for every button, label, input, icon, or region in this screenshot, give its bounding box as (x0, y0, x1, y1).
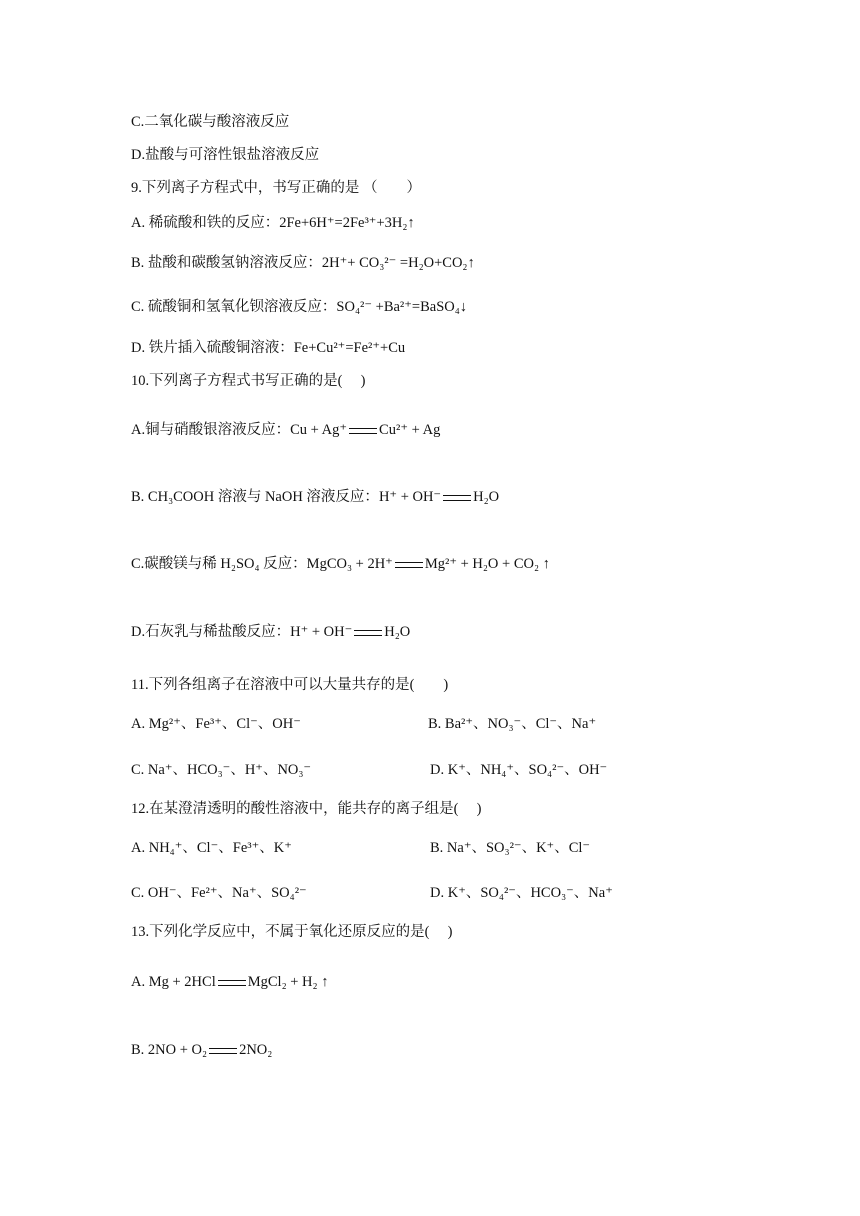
q13-option-a (131, 972, 328, 992)
q11-option-b-label: B. (428, 716, 445, 732)
q11-option-b (428, 714, 596, 734)
separator: 、 (256, 885, 272, 901)
q13-option-a-rhs: MgCl₂ + H₂ ↑ (247, 974, 329, 990)
separator: 、 (471, 840, 486, 856)
q9-option-c-equation: SO₄²⁻ +Ba²⁺=BaSO₄↓ (336, 299, 468, 315)
q10-stem: 10.下列离子方程式书写正确的是( ) (131, 373, 366, 389)
q10-option-c-label: C.碳酸镁与稀 H₂SO₄ 反应： (131, 556, 307, 572)
q13-option-a-label: A. (131, 974, 149, 990)
ion: NO₃⁻ (277, 762, 312, 778)
separator: 、 (221, 716, 237, 732)
q12-stem: 12.在某澄清透明的酸性溶液中，能共存的离子组是( ) (131, 801, 482, 817)
separator: 、 (557, 716, 572, 732)
ion: SO₄²⁻ (480, 885, 516, 901)
ion: Ba²⁺ (444, 716, 474, 732)
ion: OH⁻ (578, 762, 608, 778)
q11-option-a (131, 714, 301, 734)
ion: NH₄⁺ (480, 762, 515, 778)
ion: H⁺ (244, 762, 263, 778)
ion: HCO₃⁻ (530, 885, 574, 901)
q10-option-d (131, 622, 410, 642)
ion: Na⁺ (571, 716, 597, 732)
ion: Cl⁻ (535, 716, 558, 732)
ion: HCO₃⁻ (186, 762, 231, 778)
separator: 、 (218, 840, 233, 856)
ion: Mg²⁺ (148, 716, 181, 732)
q12-option-d-label: D. (430, 885, 448, 901)
ion: NO₃⁻ (487, 716, 522, 732)
equals-sign (349, 428, 377, 434)
q10-option-d-rhs: H₂O (384, 624, 411, 640)
ion: Fe³⁺ (195, 716, 222, 732)
ion: K⁺ (273, 840, 292, 856)
separator: 、 (230, 762, 245, 778)
q10-option-d-label: D.石灰乳与稀盐酸反应： (131, 624, 291, 640)
q9-option-c (131, 297, 467, 317)
q12-option-c (131, 883, 307, 903)
ion: Cl⁻ (196, 840, 219, 856)
q8-option-c: C.二氧化碳与酸溶液反应 (131, 114, 290, 130)
q11-stem: 11.下列各组离子在溶液中可以大量共存的是( ) (131, 677, 449, 693)
separator: 、 (515, 885, 531, 901)
ion: Na⁺ (588, 885, 613, 901)
q13-option-b-label: B. (131, 1042, 148, 1058)
ion: K⁺ (447, 885, 466, 901)
q8-option-d: D.盐酸与可溶性银盐溶液反应 (131, 147, 320, 163)
ion: SO₄²⁻ (271, 885, 307, 901)
ion: NH₄⁺ (148, 840, 183, 856)
q9-option-a-equation: 2Fe+6H⁺=2Fe³⁺+3H₂↑ (279, 215, 415, 231)
q11-option-c (131, 760, 311, 780)
q11-option-a-label: A. (131, 716, 149, 732)
separator: 、 (465, 885, 481, 901)
q12-option-c-label: C. (131, 885, 148, 901)
ion: OH⁻ (147, 885, 177, 901)
q11-option-d-label: D. (430, 762, 448, 778)
separator: 、 (554, 840, 569, 856)
separator: 、 (564, 762, 579, 778)
q13-option-b (131, 1040, 272, 1060)
separator: 、 (180, 716, 196, 732)
separator: 、 (176, 885, 192, 901)
separator: 、 (217, 885, 233, 901)
equals-sign (218, 980, 246, 986)
q11-option-c-label: C. (131, 762, 148, 778)
q10-option-c-lhs: MgCO₃ + 2H⁺ (306, 556, 393, 572)
ion: SO₃²⁻ (485, 840, 522, 856)
q9-stem: 9.下列离子方程式中，书写正确的是 （ ） (131, 180, 421, 196)
ion: K⁺ (536, 840, 555, 856)
q9-option-d (131, 338, 405, 358)
ion: Na⁺ (232, 885, 257, 901)
q12-option-a (131, 838, 292, 858)
q13-option-b-lhs: 2NO + O₂ (147, 1042, 208, 1058)
separator: 、 (473, 716, 488, 732)
separator: 、 (521, 716, 536, 732)
ion: Cl⁻ (568, 840, 591, 856)
q10-option-a-label: A.铜与硝酸银溶液反应： (131, 422, 291, 438)
q12-option-b (430, 838, 590, 858)
q10-option-c (131, 554, 550, 574)
equals-sign (395, 562, 423, 568)
q10-option-b (131, 487, 499, 507)
q9-option-d-label: D. 铁片插入硫酸铜溶液： (131, 340, 294, 356)
q9-option-c-label: C. 硫酸铜和氢氧化钡溶液反应： (131, 299, 337, 315)
q9-option-b (131, 253, 475, 273)
equals-sign (354, 630, 382, 636)
ion: K⁺ (447, 762, 466, 778)
q10-option-c-rhs: Mg²⁺ + H₂O + CO₂ ↑ (424, 556, 550, 572)
q9-option-d-equation: Fe+Cu²⁺=Fe²⁺+Cu (293, 340, 406, 356)
separator: 、 (172, 762, 187, 778)
q10-option-a-rhs: Cu²⁺ + Ag (379, 422, 441, 438)
q10-option-b-lhs: H⁺ + OH⁻ (378, 489, 442, 505)
q13-option-b-rhs: 2NO₂ (239, 1042, 273, 1058)
q13-stem: 13.下列化学反应中，不属于氧化还原反应的是( ) (131, 924, 453, 940)
ion: Cl⁻ (236, 716, 258, 732)
separator: 、 (514, 762, 529, 778)
q9-option-b-label: B. 盐酸和碳酸氢钠溶液反应： (131, 255, 322, 271)
q9-option-b-equation: 2H⁺+ CO₃²⁻ =H₂O+CO₂↑ (321, 255, 475, 271)
ion: Na⁺ (446, 840, 472, 856)
separator: 、 (573, 885, 589, 901)
separator: 、 (521, 840, 537, 856)
separator: 、 (257, 716, 273, 732)
q9-option-a (131, 213, 415, 233)
equals-sign (443, 495, 471, 501)
ion: Na⁺ (147, 762, 173, 778)
q10-option-a-lhs: Cu + Ag⁺ (290, 422, 348, 438)
separator: 、 (465, 762, 481, 778)
equals-sign (209, 1048, 237, 1054)
separator: 、 (262, 762, 278, 778)
ion: SO₄²⁻ (528, 762, 565, 778)
ion: Fe²⁺ (191, 885, 218, 901)
q10-option-d-lhs: H⁺ + OH⁻ (290, 624, 353, 640)
q12-option-d (430, 883, 613, 903)
q9-option-a-label: A. 稀硫酸和铁的反应： (131, 215, 280, 231)
q12-option-b-label: B. (430, 840, 447, 856)
ion: OH⁻ (272, 716, 301, 732)
q10-option-b-rhs: H₂O (473, 489, 500, 505)
ion: Fe³⁺ (232, 840, 260, 856)
separator: 、 (182, 840, 197, 856)
separator: 、 (259, 840, 274, 856)
q11-option-d (430, 760, 607, 780)
q10-option-b-label: B. CH₃COOH 溶液与 NaOH 溶液反应： (131, 489, 379, 505)
q12-option-a-label: A. (131, 840, 149, 856)
q13-option-a-lhs: Mg + 2HCl (148, 974, 216, 990)
q10-option-a (131, 420, 440, 440)
